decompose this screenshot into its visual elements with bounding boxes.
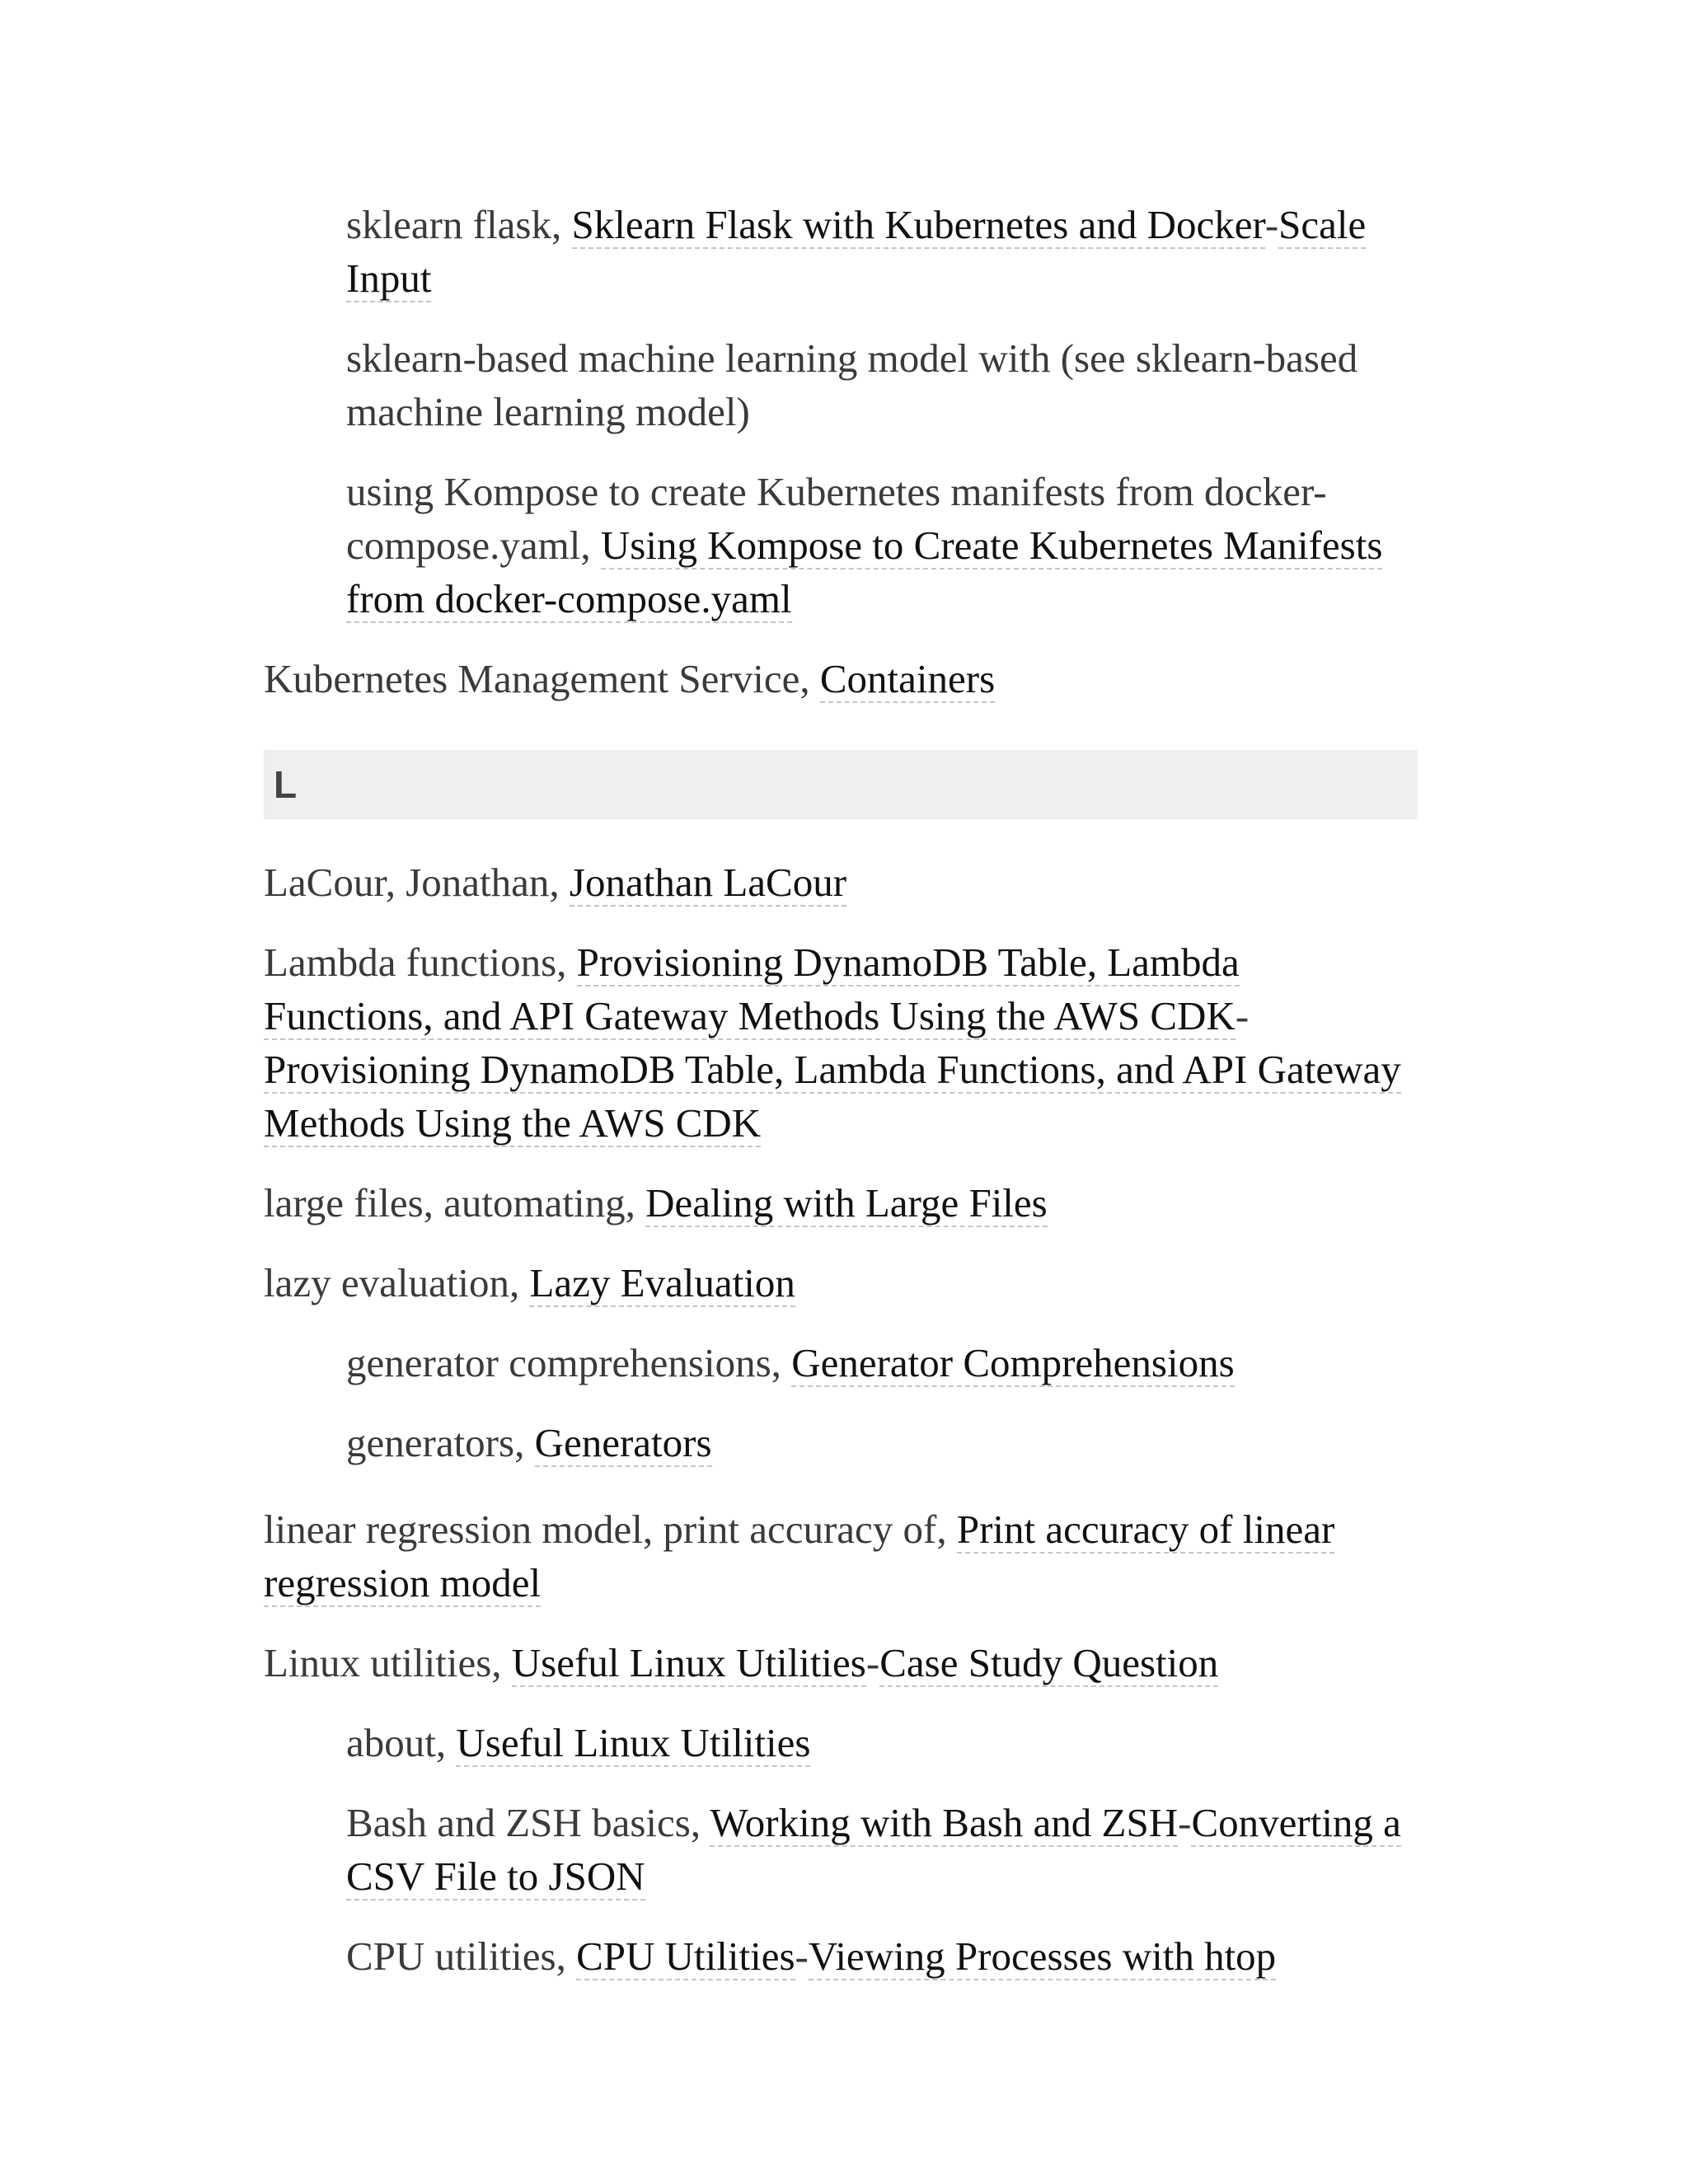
index-term: Lambda functions,	[264, 940, 577, 985]
section-letter: L	[274, 763, 298, 806]
index-page-link[interactable]: Lazy Evaluation	[529, 1260, 795, 1305]
index-term: Linux utilities,	[264, 1640, 512, 1685]
index-subentry	[264, 1929, 1418, 1983]
index-page-link[interactable]: Sklearn Flask with Kubernetes and Docker	[571, 202, 1265, 247]
index-entry	[264, 1256, 1418, 1310]
index-page-link[interactable]: Containers	[819, 656, 996, 701]
index-page-link[interactable]: Print accuracy of linear regression model	[264, 1507, 1335, 1605]
index-term: LaCour, Jonathan,	[264, 860, 570, 905]
index-term: Bash and ZSH basics,	[346, 1800, 710, 1845]
index-entry	[264, 1176, 1418, 1230]
index-entry	[264, 1636, 1418, 1690]
index-page-link[interactable]: Case Study Question	[879, 1640, 1219, 1685]
index-term: generator comprehensions,	[346, 1340, 792, 1385]
index-term: generators,	[346, 1420, 535, 1465]
index-subentry	[264, 331, 1418, 438]
index-subentry	[264, 1336, 1418, 1390]
index-entry	[264, 652, 1418, 705]
section-letter-bar	[264, 750, 1418, 819]
index-page-link[interactable]: Dealing with Large Files	[645, 1180, 1048, 1226]
link-separator: -	[1235, 993, 1250, 1038]
index-entry	[264, 855, 1418, 909]
index-term: linear regression model, print accuracy of,	[264, 1507, 957, 1552]
index-subentry	[264, 1796, 1418, 1903]
index-entry	[264, 1502, 1418, 1610]
index-page-link[interactable]: Working with Bash and ZSH	[710, 1800, 1179, 1845]
index-entry	[264, 935, 1418, 1150]
index-page-link[interactable]: Scale Input	[346, 202, 1367, 301]
index-page-link[interactable]: Converting a CSV File to JSON	[346, 1800, 1401, 1899]
link-separator: -	[1264, 202, 1279, 247]
index-term: large files, automating,	[264, 1180, 646, 1226]
index-page-link[interactable]: Useful Linux Utilities	[511, 1640, 866, 1685]
index-subentry	[264, 465, 1418, 626]
index-term: CPU utilities,	[346, 1933, 577, 1979]
index-term: sklearn flask,	[346, 202, 572, 247]
link-separator: -	[865, 1640, 880, 1685]
index-term: using Kompose to create Kubernetes manifests from docker-compose.yaml,	[346, 469, 1327, 568]
index-page	[264, 198, 1418, 2009]
index-page-link[interactable]: Using Kompose to Create Kubernetes Manifests from docker-compose.yaml	[346, 523, 1383, 621]
index-entries-k	[264, 198, 1418, 705]
index-term: sklearn-based machine learning model with (see sklearn-based machine learning model)	[346, 335, 1358, 434]
index-subentry	[264, 198, 1418, 305]
index-page-link[interactable]: Useful Linux Utilities	[456, 1720, 811, 1765]
index-page-link[interactable]: CPU Utilities	[576, 1933, 795, 1979]
index-page-link[interactable]: Provisioning DynamoDB Table, Lambda Functions, and API Gateway Methods Using the AWS CDK	[264, 940, 1240, 1038]
index-subentry	[264, 1416, 1418, 1469]
index-page-link[interactable]: Viewing Processes with htop	[808, 1933, 1277, 1979]
index-page-link[interactable]: Generators	[534, 1420, 712, 1465]
index-entries-l	[264, 855, 1418, 1983]
index-term: about,	[346, 1720, 457, 1765]
index-term: Kubernetes Management Service,	[264, 656, 820, 701]
index-subentry	[264, 1716, 1418, 1769]
index-page-link[interactable]: Jonathan LaCour	[569, 860, 847, 905]
link-separator: -	[795, 1933, 809, 1979]
index-page-link[interactable]: Provisioning DynamoDB Table, Lambda Functions, and API Gateway Methods Using the AWS CDK	[264, 1047, 1401, 1146]
link-separator: -	[1178, 1800, 1192, 1845]
index-term: lazy evaluation,	[264, 1260, 530, 1305]
index-page-link[interactable]: Generator Comprehensions	[791, 1340, 1235, 1385]
